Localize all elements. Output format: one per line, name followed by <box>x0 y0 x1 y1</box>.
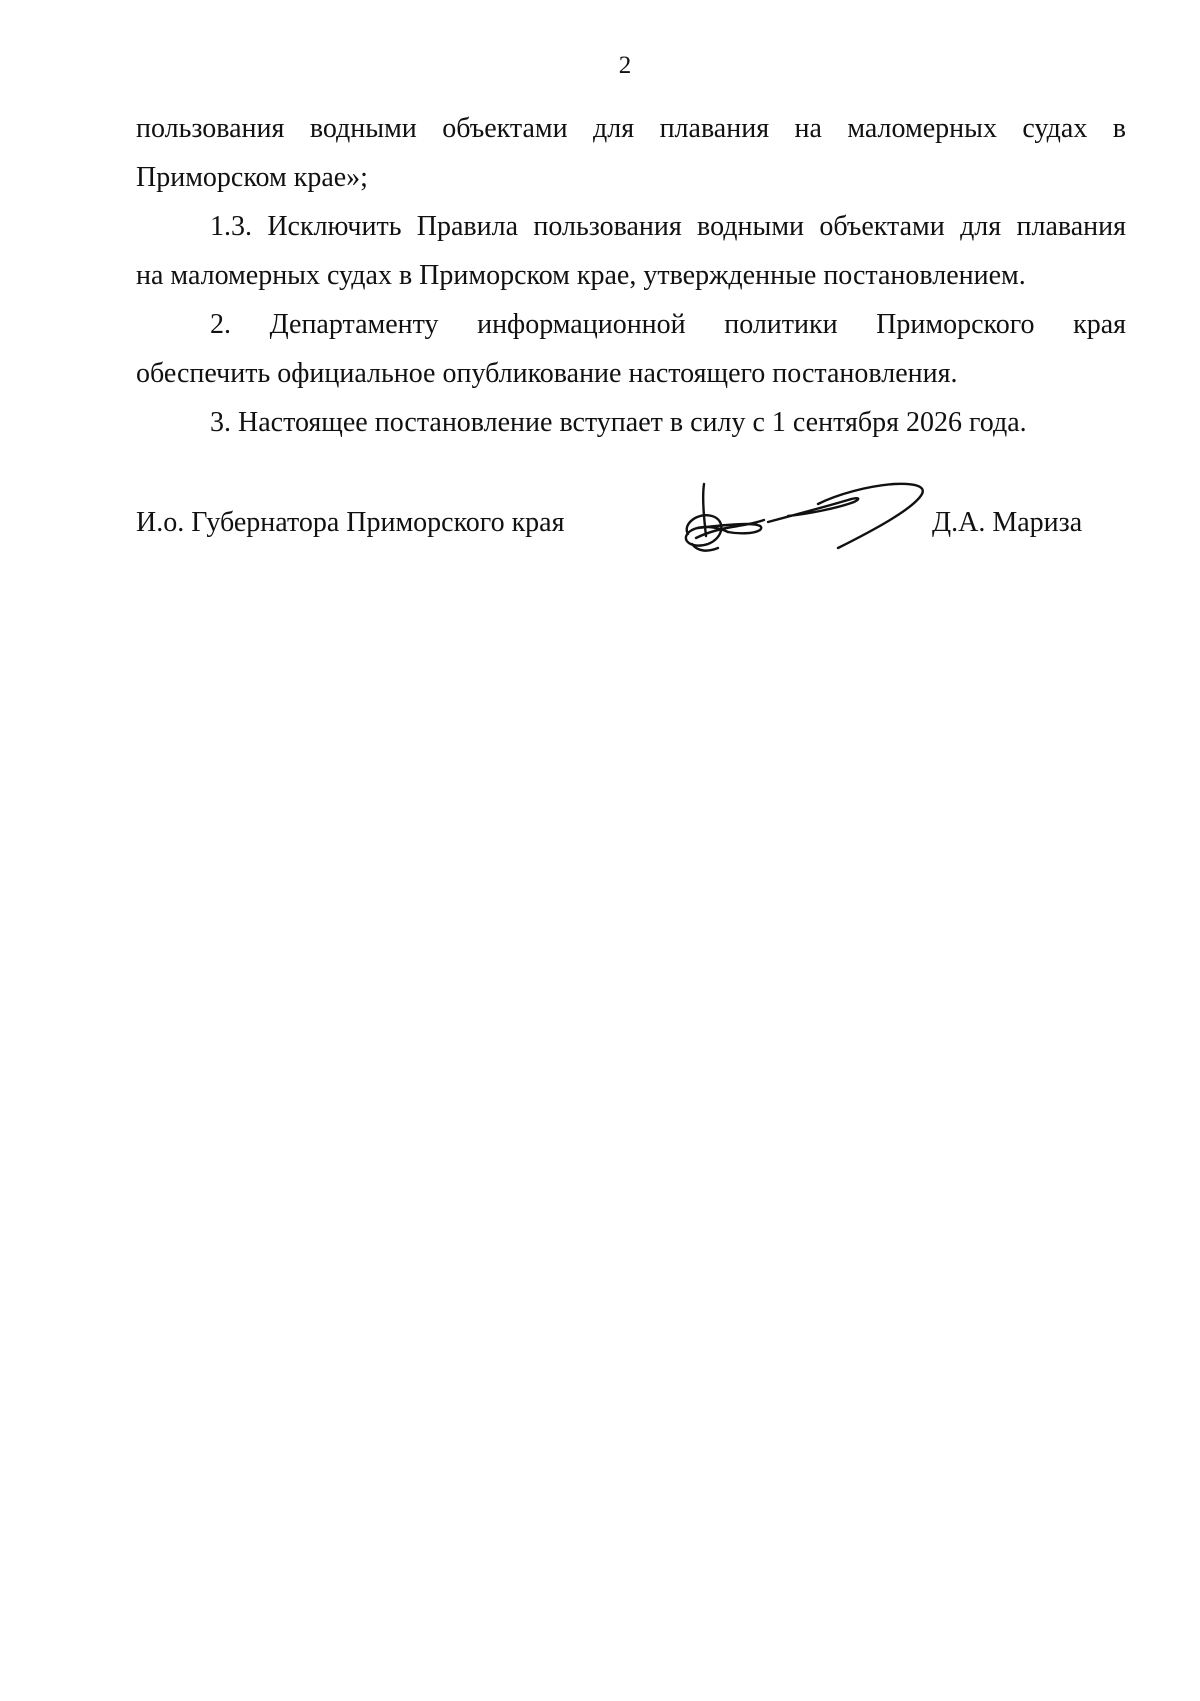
handwritten-signature <box>668 478 938 570</box>
signature-stroke <box>768 498 858 522</box>
paragraph-3 <box>136 398 1126 447</box>
signatory-position: И.о. Губернатора Приморского края <box>136 507 565 538</box>
text-line: 1.3. Исключить Правила пользования водными объектами для плавания <box>210 211 1126 242</box>
text-line: обеспечить официальное опубликование настоящего постановления. <box>136 358 958 389</box>
paragraph-1-3 <box>136 202 1126 300</box>
text-line: 2. Департаменту информационной политики Приморского края <box>210 309 1126 340</box>
signature-block <box>136 500 1126 580</box>
page-number: 2 <box>618 52 632 79</box>
text-line: 3. Настоящее постановление вступает в силу с 1 сентября 2026 года. <box>210 407 1027 438</box>
document-body <box>136 104 1126 447</box>
signatory-name: Д.А. Мариза <box>932 507 1083 538</box>
text-line: Приморском крае»; <box>136 162 368 193</box>
signature-stroke <box>686 515 728 545</box>
text-line: на маломерных судах в Приморском крае, утвержденные постановлением. <box>136 260 1026 291</box>
text-line: пользования водными объектами для плавания на маломерных судах в <box>136 113 1126 144</box>
signature-stroke <box>818 484 923 548</box>
paragraph-continuation <box>136 104 1126 202</box>
paragraph-2 <box>136 300 1126 398</box>
